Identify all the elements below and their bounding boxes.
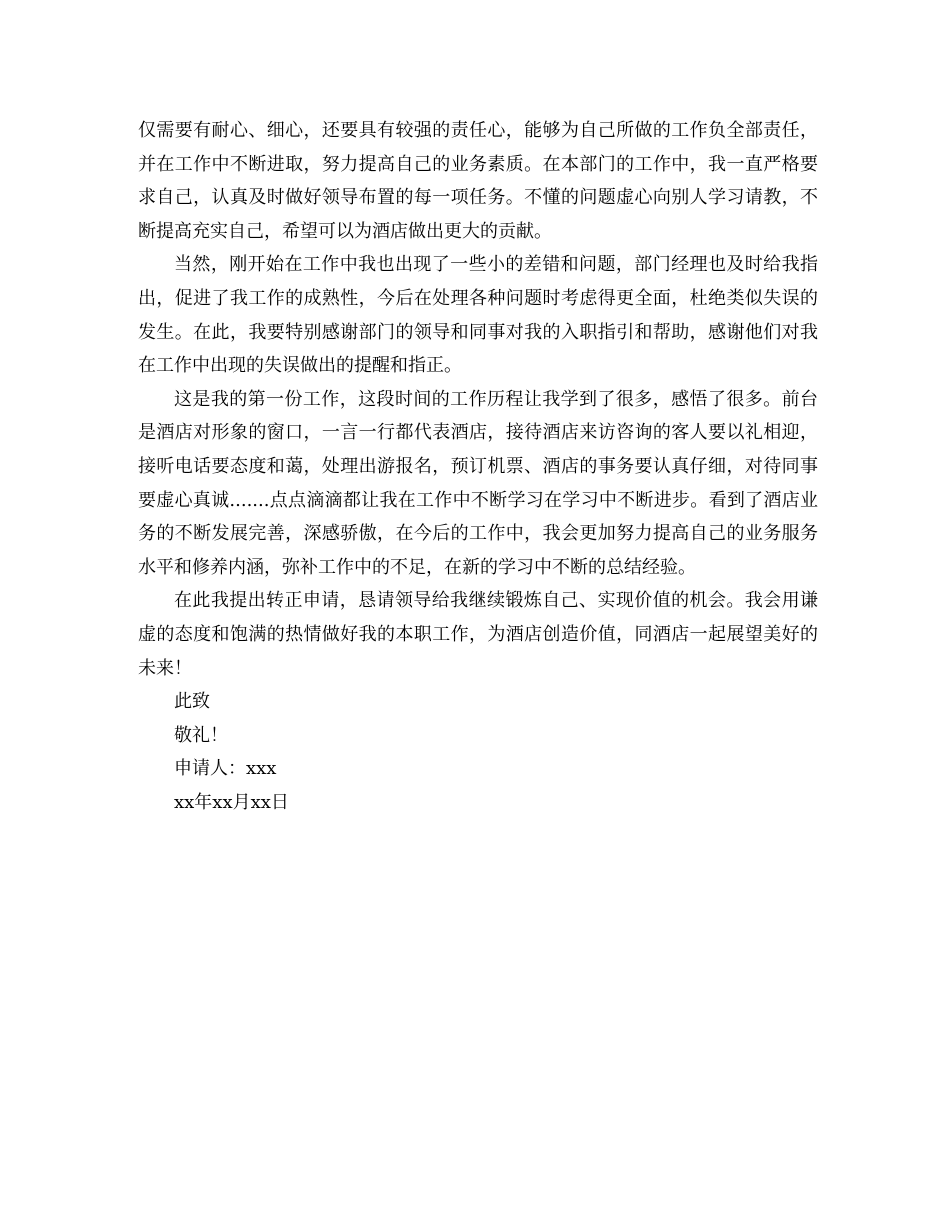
body-paragraph-1: 仅需要有耐心、细心，还要具有较强的责任心，能够为自己所做的工作负全部责任，并在工作中不断进取，努力提高自己的业务素质。在本部门的工作中，我一直严格要求自己，认真及时做好领导布置的每一项任务。不懂的问题虚心向别人学习请教，不断提高充实自己，希望可以为酒店做出更大的贡献。 [138,120,818,242]
body-paragraph-3: 这是我的第一份工作，这段时间的工作历程让我学到了很多，感悟了很多。前台是酒店对形象的窗口，一言一行都代表酒店，接待酒店来访咨询的客人要以礼相迎，接听电话要态度和蔼，处理出游报名，预订机票、酒店的事务要认真仔细，对待同事要虚心真诚.......点点滴滴都让我在工作中不断学习在学习中不断进步。看到了酒店业务的不断发展完善，深感骄傲，在今后的工作中，我会更加努力提高自己的业务服务水平和修养内涵，弥补工作中的不足，在新的学习中不断的总结经验。 [138,388,818,578]
regards: 敬礼！ [174,724,228,746]
salutation: 此致 [174,691,210,713]
applicant-signature: 申请人：xxx [174,758,277,780]
body-paragraph-2: 当然，刚开始在工作中我也出现了一些小的差错和问题，部门经理也及时给我指出，促进了我工作的成熟性，今后在处理各种问题时考虑得更全面，杜绝类似失误的发生。在此，我要特别感谢部门的领导和同事对我的入职指引和帮助，感谢他们对我在工作中出现的失误做出的提醒和指正。 [138,254,818,377]
document-page [138,114,818,819]
closing-block [138,685,818,819]
body-paragraph-4: 在此我提出转正申请，恳请领导给我继续锻炼自己、实现价值的机会。我会用谦虚的态度和饱满的热情做好我的本职工作，为酒店创造价值，同酒店一起展望美好的未来！ [138,590,818,679]
date-line: xx年xx月xx日 [174,791,289,813]
